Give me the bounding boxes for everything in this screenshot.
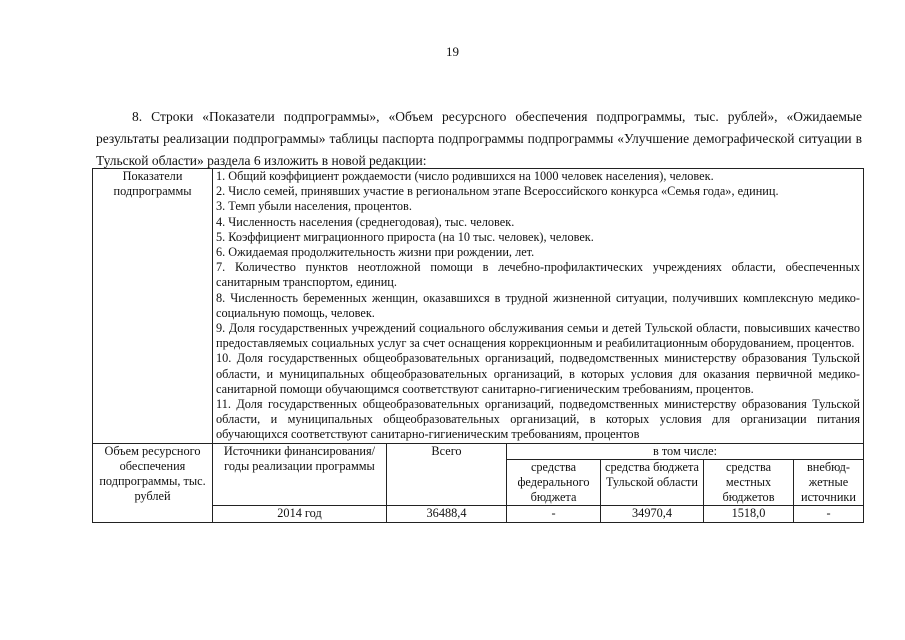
indicator-item: 9. Доля государственных учреждений социального обслуживания семьи и детей Тульской области, повысивших качество предоставляемых социальных услуг за счет оснащения коррекционным и реабилитационным оборудованием, процентов. (216, 321, 860, 351)
col-including-header: в том числе: (507, 443, 864, 459)
funding-regional: 34970,4 (601, 506, 704, 522)
indicator-item: 1. Общий коэффициент рождаемости (число родившихся на 1000 человек населения), человек. (216, 169, 714, 183)
indicator-item: 7. Количество пунктов неотложной помощи в лечебно-профилактических учреждениях области, обеспеченных санитарным транспортом, единиц. (216, 260, 860, 290)
indicator-item: 11. Доля государственных общеобразовательных организаций, подведомственных министерству образования Тульской области, и муниципальных общеобразовательных организаций, в которых условия для организации питания обучающихся соответствуют санитарно-гигиеническим требованиям, процентов (216, 397, 860, 442)
indicator-item: 3. Темп убыли населения, процентов. (216, 199, 412, 214)
indicator-item: 2. Число семей, принявших участие в региональном этапе Всероссийского конкурса «Семья года», единиц. (216, 184, 779, 199)
page-number: 19 (446, 44, 459, 59)
indicator-item: 10. Доля государственных общеобразовательных организаций, подведомственных министерству образования Тульской области, и муниципальных общеобразовательных организаций, в которых условия для оказания первичной медико-санитарной помощи обучающимся соответствуют санитарно-гигиеническим требованиям, процентов. (216, 351, 860, 396)
indicator-item: 4. Численность населения (среднегодовая), тыс. человек. (216, 214, 515, 229)
intro-paragraph: 8. Строки «Показатели подпрограммы», «Объем ресурсного обеспечения подпрограммы, тыс. рублей», «Ожидаемые результаты реализации подпрограммы» таблицы паспорта подпрограммы подпрограммы «Улучшение демографической ситуации в Тульской области» раздела 6 изложить в новой редакции: (96, 108, 862, 168)
col-federal-header: средства федерального бюджета (507, 459, 601, 506)
funding-label: Объем ресурсного обеспечения подпрограммы, тыс. рублей (93, 443, 213, 522)
indicators-row (93, 169, 864, 444)
col-extra-header: внебюд-жетные источники (794, 459, 864, 506)
col-regional-header: средства бюджета Тульской области (601, 459, 704, 506)
indicator-item: 5. Коэффициент миграционного прироста (на 10 тыс. человек), человек. (216, 229, 594, 244)
funding-extra: - (794, 506, 864, 522)
funding-federal: - (507, 506, 601, 522)
indicators-list (213, 169, 864, 444)
col-sources-header: Источники финансирования/ годы реализации программы (213, 443, 387, 506)
funding-year: 2014 год (213, 506, 387, 522)
funding-local: 1518,0 (704, 506, 794, 522)
indicators-label: Показатели подпрограммы (93, 169, 213, 444)
col-total-header: Всего (387, 443, 507, 506)
funding-total: 36488,4 (387, 506, 507, 522)
col-local-header: средства местных бюджетов (704, 459, 794, 506)
indicator-item: 6. Ожидаемая продолжительность жизни при рождении, лет. (216, 245, 535, 260)
indicator-item: 8. Численность беременных женщин, оказавшихся в трудной жизненной ситуации, получивших комплексную медико-социальную помощь, человек. (216, 290, 860, 320)
passport-table (92, 168, 864, 523)
funding-header-row (93, 443, 864, 459)
